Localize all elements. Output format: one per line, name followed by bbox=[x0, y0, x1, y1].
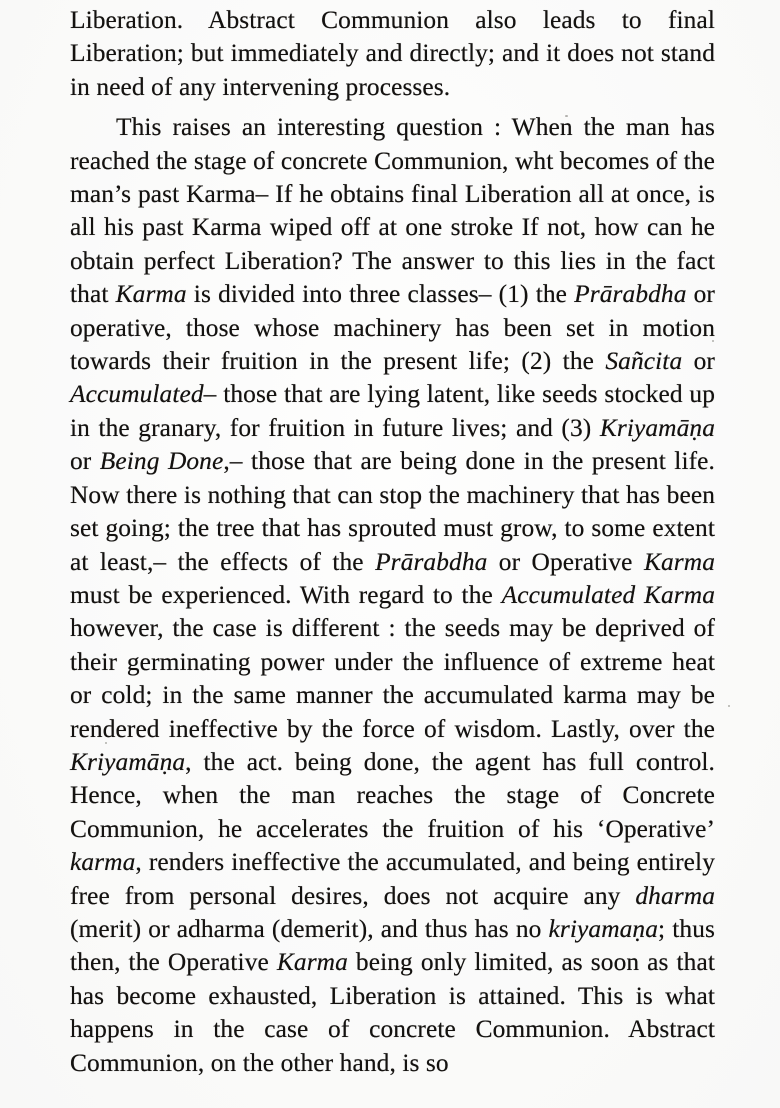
text-run: Liberation. Abstract Communion also leads to final Liberation; but immediately and directly; and it does not stand in need of any intervening processes. bbox=[70, 6, 715, 101]
text-run: or operative, those whose machinery has been set in motion towards their fruition in the present life; (2) the bbox=[70, 280, 715, 376]
text-run: (merit) or adharma (demerit), and thus has no bbox=[70, 914, 549, 943]
text-run: must be experienced. With regard to the bbox=[70, 580, 502, 609]
text-run: , renders ineffective the accumulated, and being entirely free from personal desires, does not acquire any bbox=[70, 848, 715, 910]
paragraph bbox=[70, 111, 715, 1080]
italic-text-run: Karma bbox=[643, 547, 715, 576]
text-run: or bbox=[70, 447, 100, 476]
text-run: This raises an interesting question : When the man has reached the stage of concrete Communion, wht becomes of the man’s past Karma– If he obtains final Liberation all at once, is all his past Karma wiped off at one stroke If not, how can he obtain perfect Liberation? The answer to this lies in the fact that bbox=[70, 113, 715, 309]
text-run: ,– those that are being done in the present life. Now there is nothing that can stop the machinery that has been set going; the tree that has sprouted must grow, to some extent at least,– the effects of the bbox=[70, 447, 715, 576]
text-run: or Operative bbox=[487, 547, 644, 576]
text-run: , the act. being done, the agent has full control. Hence, when the man reaches the stage of Concrete Communion, he accelerates the fruition of his ‘Operative’ bbox=[70, 747, 715, 843]
text-run: ; thus then, the Operative bbox=[70, 914, 715, 977]
italic-text-run: Prārabdha bbox=[375, 547, 488, 576]
text-run: – those that are lying latent, like seeds stocked up in the granary, for fruition in future lives; and (3) bbox=[70, 380, 715, 442]
paragraph bbox=[70, 4, 715, 104]
scan-speck bbox=[728, 705, 730, 707]
text-run: being only limited, as soon as that has become exhausted, Liberation is attained. This is what happens in the case of concrete Communion. Abstract Communion, on the other hand, is so bbox=[70, 948, 715, 1077]
italic-text-run: Being Done bbox=[99, 447, 224, 476]
text-run: is divided into three classes– (1) the bbox=[186, 280, 575, 309]
italic-text-run: Prārabdha bbox=[574, 280, 687, 309]
italic-text-run: Sañcita bbox=[605, 347, 683, 376]
text-run: however, the case is different : the seeds may be deprived of their germinating power under the influence of extreme heat or cold; in the same manner the accumulated karma may be rendered ineffective by the force of wisdom. Lastly, over the bbox=[70, 614, 715, 743]
italic-text-run: Karma bbox=[276, 948, 348, 977]
italic-text-run: Accumulated bbox=[70, 380, 204, 409]
body-text bbox=[70, 4, 715, 1080]
scan-speck bbox=[712, 340, 714, 342]
italic-text-run: karma bbox=[70, 848, 136, 877]
italic-text-run: Kriyamāṇa bbox=[599, 413, 715, 442]
text-run: or bbox=[682, 347, 715, 376]
italic-text-run: Kriyamāṇa bbox=[70, 747, 186, 776]
italic-text-run: Karma bbox=[115, 280, 187, 309]
italic-text-run: kriyamaṇa bbox=[548, 914, 659, 943]
italic-text-run: dharma bbox=[635, 881, 715, 910]
scan-speck bbox=[105, 742, 107, 744]
italic-text-run: Accumulated Karma bbox=[501, 580, 716, 609]
scan-speck bbox=[565, 115, 568, 117]
